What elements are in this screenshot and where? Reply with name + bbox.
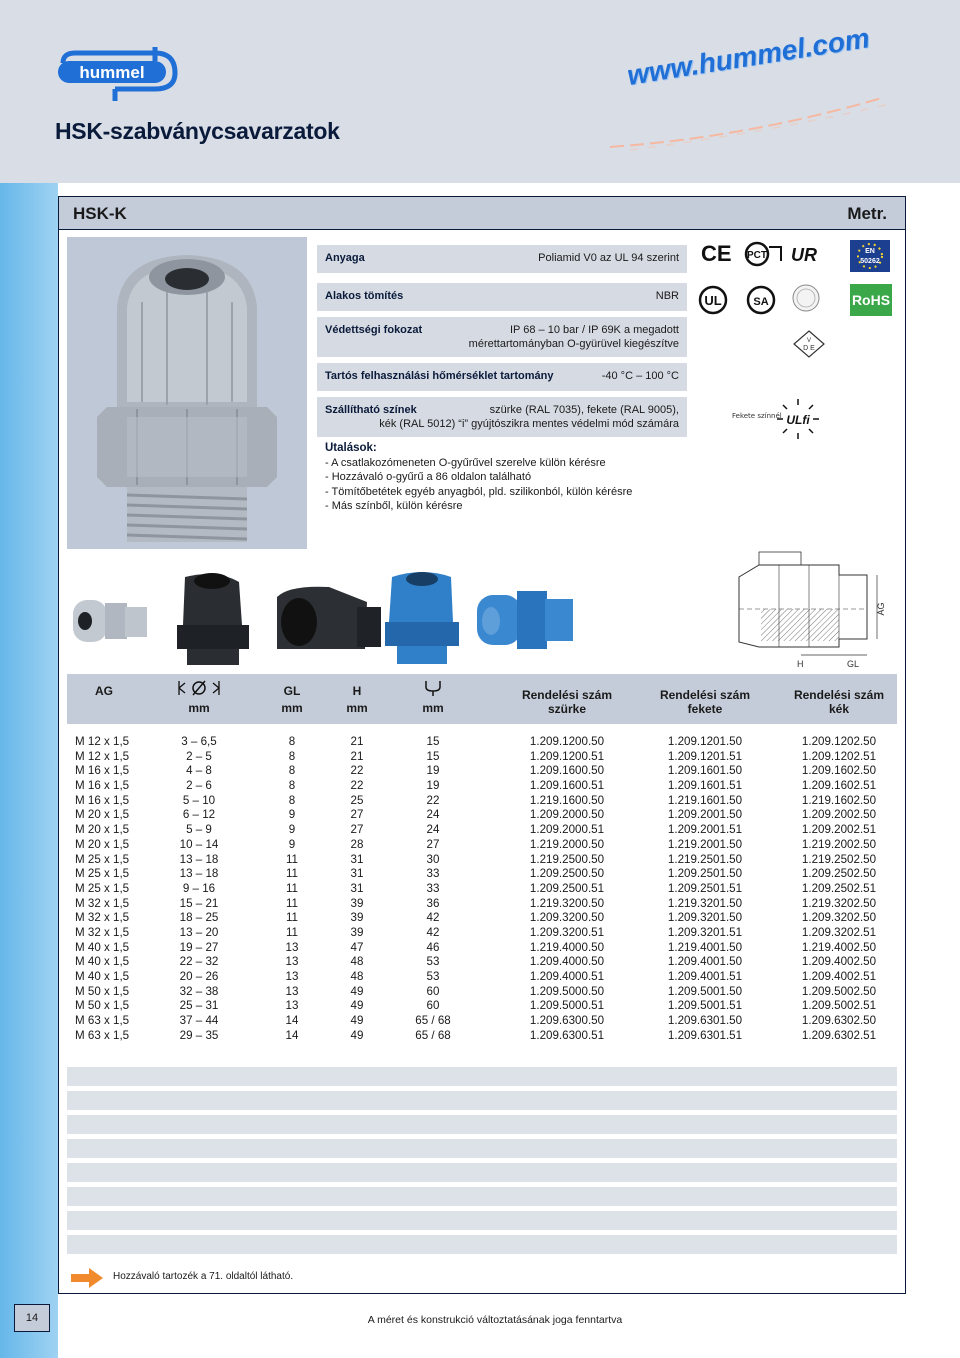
cell-order-black: 1.209.4001.50 [667, 955, 743, 969]
cell-wrench-size: 19 [426, 764, 440, 778]
en-50262-icon [849, 239, 891, 273]
product-variants-photo [67, 567, 607, 667]
cell-order-black: 1.209.1601.50 [667, 764, 743, 778]
cell-order-blue: 1.209.4002.50 [801, 955, 877, 969]
spec-value: NBR [655, 290, 679, 302]
table-row [67, 955, 897, 970]
cell-wrench-size: 60 [426, 999, 440, 1013]
cell-clamping-range: 9 – 16 [182, 881, 216, 895]
cell-gl-length: 11 [285, 881, 299, 895]
table-row [67, 926, 897, 941]
cell-h-height: 49 [350, 1014, 364, 1028]
cell-order-grey: 1.209.2000.51 [529, 823, 605, 837]
cell-clamping-range: 15 – 21 [179, 896, 219, 910]
cell-order-blue: 1.209.4002.51 [801, 970, 877, 983]
cell-gl-length: 8 [288, 735, 296, 748]
cell-clamping-range: 5 – 10 [182, 793, 216, 807]
cell-h-height: 31 [350, 852, 364, 866]
cell-order-blue: 1.209.2002.51 [801, 823, 877, 837]
svg-text:50262: 50262 [860, 258, 880, 265]
accessory-note-text[interactable]: Hozzávaló tartozék a 71. oldaltól látható. [113, 1271, 294, 1282]
col-header-gl: GL [283, 684, 301, 698]
table-row [67, 911, 897, 926]
ce-mark-icon [699, 239, 733, 267]
cell-order-grey: 1.209.3200.51 [529, 925, 605, 939]
cell-wrench-size: 15 [426, 749, 440, 763]
cell-wrench-size: 65 / 68 [415, 1028, 451, 1042]
cell-wrench-size: 60 [426, 984, 440, 998]
cell-h-height: 39 [350, 925, 364, 939]
technical-drawing [719, 547, 889, 672]
cell-gl-length: 13 [285, 955, 299, 969]
cell-wrench-size: 42 [426, 911, 440, 925]
cell-clamping-range: 19 – 27 [179, 940, 219, 954]
cell-order-black: 1.219.2001.50 [667, 837, 743, 851]
csa-mark-icon [745, 285, 781, 315]
cell-gl-length: 9 [288, 837, 296, 851]
cell-order-blue: 1.209.3202.50 [801, 911, 877, 925]
thread-type-label: Metr. [847, 204, 887, 223]
product-photo [67, 237, 307, 549]
cell-order-black: 1.219.2501.50 [667, 852, 743, 866]
cell-order-blue: 1.209.2502.50 [801, 867, 877, 881]
gost-mark-icon [743, 241, 783, 267]
spec-value: Poliamid V0 az UL 94 szerint [538, 252, 679, 264]
cell-clamping-range: 25 – 31 [179, 999, 219, 1013]
cell-order-grey: 1.219.2000.50 [529, 837, 605, 851]
cell-h-height: 49 [350, 984, 364, 998]
cell-order-black: 1.209.1201.51 [667, 749, 743, 763]
cell-wrench-size: 24 [426, 823, 440, 837]
ulfi-mark-icon [775, 397, 821, 441]
spec-label: Anyaga [325, 252, 365, 264]
table-row [67, 867, 897, 882]
cell-thread-size: M 32 x 1,5 [75, 925, 130, 939]
cell-order-black: 1.209.4001.51 [667, 970, 743, 983]
cell-wrench-size: 27 [426, 837, 440, 851]
cell-thread-size: M 25 x 1,5 [75, 881, 130, 895]
blank-row [67, 1187, 897, 1206]
cell-h-height: 25 [350, 793, 364, 807]
cell-gl-length: 8 [288, 779, 296, 793]
spec-value: IP 68 – 10 bar / IP 69K a megadott [510, 324, 679, 336]
cell-order-grey: 1.209.6300.50 [529, 1014, 605, 1028]
table-row [67, 1014, 897, 1029]
cell-clamping-range: 20 – 26 [179, 970, 219, 983]
col-unit: mm [281, 701, 303, 715]
cell-thread-size: M 32 x 1,5 [75, 896, 130, 910]
svg-text:V: V [806, 338, 812, 344]
cell-thread-size: M 16 x 1,5 [75, 793, 130, 807]
cell-wrench-size: 24 [426, 808, 440, 822]
col-header-sub: szürke [547, 702, 587, 716]
cell-order-blue: 1.219.2002.50 [801, 837, 877, 851]
cell-clamping-range: 3 – 6,5 [181, 735, 217, 748]
note-item: - A csatlakozómeneten O-gyűrűvel szerelve külön kérésre [325, 456, 606, 469]
blank-row [67, 1211, 897, 1230]
cell-gl-length: 13 [285, 940, 299, 954]
cell-clamping-range: 5 – 9 [186, 823, 212, 837]
cell-h-height: 27 [350, 823, 364, 837]
cell-order-blue: 1.209.1602.50 [801, 764, 877, 778]
black-large-gland-icon [277, 587, 381, 649]
col-header-order-blue [779, 688, 899, 716]
svg-text:AG: AG [876, 602, 886, 616]
table-row [67, 999, 897, 1014]
svg-text:hummel: hummel [79, 63, 145, 82]
cell-order-blue: 1.209.3202.51 [801, 925, 877, 939]
svg-text:UL: UL [704, 293, 722, 308]
blue-lying-gland-icon [477, 591, 573, 649]
cell-thread-size: M 12 x 1,5 [75, 749, 130, 763]
cell-thread-size: M 63 x 1,5 [75, 1028, 130, 1042]
spec-row-colors [317, 397, 687, 437]
col-header-order-black [645, 688, 765, 716]
cell-h-height: 49 [350, 1028, 364, 1042]
blue-gland-icon [385, 572, 459, 664]
cell-order-black: 1.209.6301.50 [667, 1014, 743, 1028]
notes-block [325, 441, 632, 514]
cell-h-height: 31 [350, 867, 364, 881]
page-number: 14 [14, 1304, 50, 1332]
cell-order-blue: 1.219.3202.50 [801, 896, 877, 910]
svg-text:GL: GL [847, 659, 860, 669]
cell-wrench-size: 33 [426, 881, 440, 895]
cell-clamping-range: 18 – 25 [179, 911, 219, 925]
cell-thread-size: M 40 x 1,5 [75, 955, 130, 969]
cell-gl-length: 8 [288, 793, 296, 807]
cell-order-grey: 1.209.1600.50 [529, 764, 605, 778]
cell-order-grey: 1.209.6300.51 [529, 1028, 605, 1042]
table-row [67, 985, 897, 1000]
cell-wrench-size: 53 [426, 970, 440, 983]
cell-order-grey: 1.209.5000.50 [529, 984, 605, 998]
cell-gl-length: 11 [285, 925, 299, 939]
table-row [67, 764, 897, 779]
cell-order-black: 1.209.6301.51 [667, 1028, 743, 1042]
cell-h-height: 47 [350, 940, 364, 954]
col-header-h: H [352, 684, 362, 698]
cell-clamping-range: 37 – 44 [179, 1014, 219, 1028]
spec-value: kék (RAL 5012) “i” gyújtószikra mentes védelmi mód számára [379, 418, 679, 430]
cell-wrench-size: 33 [426, 867, 440, 881]
cell-order-grey: 1.219.4000.50 [529, 940, 605, 954]
col-header-ag: AG [95, 684, 113, 698]
cell-order-black: 1.209.3201.50 [667, 911, 743, 925]
blank-table-rows [67, 1067, 897, 1259]
cell-order-blue: 1.209.2502.51 [801, 881, 877, 895]
col-header-sub: fekete [687, 702, 723, 716]
spec-row-temperature [317, 363, 687, 391]
cell-thread-size: M 20 x 1,5 [75, 823, 130, 837]
cell-wrench-size: 15 [426, 735, 440, 748]
black-gland-icon [177, 573, 249, 665]
cell-wrench-size: 36 [426, 896, 440, 910]
cell-gl-length: 13 [285, 970, 299, 983]
table-row [67, 750, 897, 765]
black-color-note: Fekete színnél [732, 412, 782, 420]
wrench-size-icon [423, 679, 443, 697]
col-header-label: Rendelési szám [659, 688, 751, 702]
blank-row [67, 1235, 897, 1254]
website-link[interactable]: www.hummel.com [624, 22, 872, 92]
cell-h-height: 22 [350, 764, 364, 778]
left-decorative-strip [0, 183, 58, 1358]
note-item: - Tömítőbetétek egyéb anyagból, pld. szilikonból, külön kérésre [325, 485, 633, 498]
cell-clamping-range: 4 – 8 [186, 764, 212, 778]
cell-order-grey: 1.209.1600.51 [529, 779, 605, 793]
ul-mark-icon [697, 285, 733, 315]
spec-row-material [317, 245, 687, 273]
cell-order-black: 1.209.3201.51 [667, 925, 743, 939]
blank-row [67, 1139, 897, 1158]
cell-order-black: 1.209.1601.51 [667, 779, 743, 793]
cell-order-blue: 1.219.1602.50 [801, 793, 877, 807]
notes-title: Utalások: [325, 442, 377, 454]
cell-order-grey: 1.209.1200.51 [529, 749, 605, 763]
seal-stamp-icon [791, 283, 821, 313]
product-series: HSK-K [73, 204, 127, 223]
blank-row [67, 1115, 897, 1134]
cell-clamping-range: 13 – 18 [179, 867, 219, 881]
cell-gl-length: 11 [285, 896, 299, 910]
cell-gl-length: 13 [285, 999, 299, 1013]
svg-text:ULfi: ULfi [786, 413, 810, 427]
cell-thread-size: M 16 x 1,5 [75, 764, 130, 778]
cell-order-black: 1.209.2501.51 [667, 881, 743, 895]
svg-text:EN: EN [865, 248, 875, 255]
cell-thread-size: M 16 x 1,5 [75, 779, 130, 793]
cell-h-height: 27 [350, 808, 364, 822]
cell-wrench-size: 42 [426, 925, 440, 939]
table-header [67, 674, 897, 724]
cell-order-grey: 1.219.1600.50 [529, 793, 605, 807]
cell-h-height: 39 [350, 896, 364, 910]
cell-clamping-range: 2 – 6 [186, 779, 212, 793]
arrow-right-icon [69, 1267, 105, 1289]
cell-gl-length: 9 [288, 823, 296, 837]
table-row [67, 838, 897, 853]
cell-wrench-size: 65 / 68 [415, 1014, 451, 1028]
cell-order-blue: 1.209.1202.50 [801, 735, 877, 748]
cell-gl-length: 9 [288, 808, 296, 822]
svg-text:CE: CE [701, 241, 732, 266]
spec-value: szürke (RAL 7035), fekete (RAL 9005), [489, 404, 679, 416]
cell-order-black: 1.209.1201.50 [667, 735, 743, 748]
cell-thread-size: M 12 x 1,5 [75, 735, 130, 748]
cell-h-height: 21 [350, 749, 364, 763]
cell-order-grey: 1.209.2000.50 [529, 808, 605, 822]
spec-label: Védettségi fokozat [325, 324, 423, 336]
col-header-label: Rendelési szám [521, 688, 613, 702]
cell-gl-length: 11 [285, 911, 299, 925]
cell-h-height: 39 [350, 911, 364, 925]
blank-row [67, 1091, 897, 1110]
hummel-logo [55, 45, 181, 103]
cell-thread-size: M 63 x 1,5 [75, 1014, 130, 1028]
cell-h-height: 48 [350, 970, 364, 983]
blank-row [67, 1067, 897, 1086]
table-row [67, 794, 897, 809]
cell-h-height: 48 [350, 955, 364, 969]
cell-order-grey: 1.209.3200.50 [529, 911, 605, 925]
cell-order-blue: 1.209.2002.50 [801, 808, 877, 822]
product-sheet [58, 196, 906, 1294]
col-unit: mm [346, 701, 368, 715]
cell-wrench-size: 22 [426, 793, 440, 807]
cell-order-grey: 1.209.1200.50 [529, 735, 605, 748]
spec-value: -40 °C – 100 °C [601, 370, 679, 382]
cell-clamping-range: 6 – 12 [182, 808, 216, 822]
cell-h-height: 31 [350, 881, 364, 895]
col-unit: mm [422, 701, 444, 715]
swoosh-graphic [600, 92, 900, 152]
table-row [67, 853, 897, 868]
cell-gl-length: 11 [285, 867, 299, 881]
cell-order-grey: 1.209.5000.51 [529, 999, 605, 1013]
cell-order-blue: 1.209.6302.50 [801, 1014, 877, 1028]
cell-thread-size: M 20 x 1,5 [75, 808, 130, 822]
cell-gl-length: 11 [285, 852, 299, 866]
cell-thread-size: M 25 x 1,5 [75, 852, 130, 866]
cell-order-blue: 1.209.5002.51 [801, 999, 877, 1013]
cell-wrench-size: 30 [426, 852, 440, 866]
cell-gl-length: 8 [288, 764, 296, 778]
spec-value: mérettartományban O-gyürüvel kiegészítve [468, 338, 679, 350]
cell-clamping-range: 29 – 35 [179, 1028, 219, 1042]
cell-order-black: 1.209.2001.50 [667, 808, 743, 822]
table-row [67, 941, 897, 956]
cell-thread-size: M 50 x 1,5 [75, 999, 130, 1013]
accessory-note [69, 1267, 294, 1292]
svg-text:PCT: PCT [747, 250, 767, 261]
col-header-order-grey [507, 688, 627, 716]
cell-thread-size: M 40 x 1,5 [75, 970, 130, 983]
cell-order-blue: 1.209.1602.51 [801, 779, 877, 793]
svg-text:D E: D E [803, 345, 815, 352]
note-item: - Más színből, külön kérésre [325, 500, 463, 512]
cell-order-blue: 1.209.6302.51 [801, 1028, 877, 1042]
svg-text:UR: UR [791, 245, 817, 265]
cell-clamping-range: 22 – 32 [179, 955, 219, 969]
order-table [67, 735, 897, 1043]
cell-wrench-size: 19 [426, 779, 440, 793]
page-header [0, 0, 960, 183]
cell-order-black: 1.219.4001.50 [667, 940, 743, 954]
col-unit: mm [188, 701, 210, 715]
product-title-bar [59, 197, 905, 230]
cell-h-height: 21 [350, 735, 364, 748]
cell-order-grey: 1.219.3200.50 [529, 896, 605, 910]
cell-gl-length: 14 [285, 1028, 299, 1042]
cell-thread-size: M 32 x 1,5 [75, 911, 130, 925]
cell-gl-length: 14 [285, 1014, 299, 1028]
cell-order-black: 1.209.2501.50 [667, 867, 743, 881]
footer-disclaimer: A méret és konstrukció változtatásának joga fenntartva [367, 1314, 623, 1326]
cell-order-blue: 1.219.4002.50 [801, 940, 877, 954]
cell-order-black: 1.209.2001.51 [667, 823, 743, 837]
cell-clamping-range: 13 – 20 [179, 925, 219, 939]
note-item: - Hozzávaló o-gyűrű a 86 oldalon található [325, 471, 532, 483]
cell-order-grey: 1.209.2500.50 [529, 867, 605, 881]
cell-gl-length: 8 [288, 749, 296, 763]
table-row [67, 808, 897, 823]
table-row [67, 970, 897, 985]
rohs-badge-icon [849, 283, 893, 317]
cell-order-blue: 1.219.2502.50 [801, 852, 877, 866]
cell-order-black: 1.209.5001.51 [667, 999, 743, 1013]
cell-thread-size: M 40 x 1,5 [75, 940, 130, 954]
blank-row [67, 1163, 897, 1182]
col-header-label: Rendelési szám [793, 688, 885, 702]
table-row [67, 823, 897, 838]
cell-order-grey: 1.209.4000.51 [529, 970, 605, 983]
cell-h-height: 49 [350, 999, 364, 1013]
cell-thread-size: M 20 x 1,5 [75, 837, 130, 851]
cell-order-grey: 1.209.4000.50 [529, 955, 605, 969]
cell-thread-size: M 50 x 1,5 [75, 984, 130, 998]
clamping-range-icon [177, 679, 221, 697]
spec-label: Tartós felhasználási hőmérséklet tartomány [325, 370, 554, 382]
spec-label: Szállítható színek [325, 404, 417, 416]
grey-small-gland-icon [73, 600, 147, 642]
table-row [67, 1029, 897, 1044]
ur-mark-icon [789, 241, 823, 265]
cell-order-black: 1.219.1601.50 [667, 793, 743, 807]
spec-row-protection [317, 317, 687, 357]
cell-order-black: 1.219.3201.50 [667, 896, 743, 910]
spec-label: Alakos tömítés [325, 290, 404, 302]
table-row [67, 779, 897, 794]
cell-order-black: 1.209.5001.50 [667, 984, 743, 998]
vde-mark-icon [792, 329, 826, 359]
cell-order-blue: 1.209.5002.50 [801, 984, 877, 998]
cell-order-blue: 1.209.1202.51 [801, 749, 877, 763]
cell-thread-size: M 25 x 1,5 [75, 867, 130, 881]
svg-text:RoHS: RoHS [851, 292, 891, 308]
cell-h-height: 28 [350, 837, 364, 851]
svg-text:H: H [797, 659, 804, 669]
cell-wrench-size: 46 [426, 940, 440, 954]
cell-clamping-range: 2 – 5 [186, 749, 212, 763]
spec-row-seal [317, 283, 687, 311]
table-row [67, 882, 897, 897]
cell-clamping-range: 10 – 14 [179, 837, 219, 851]
cell-clamping-range: 13 – 18 [179, 852, 219, 866]
cell-h-height: 22 [350, 779, 364, 793]
page-title: HSK-szabványcsavarzatok [55, 118, 340, 144]
table-row [67, 735, 897, 750]
table-row [67, 897, 897, 912]
cell-gl-length: 13 [285, 984, 299, 998]
svg-text:SA: SA [753, 296, 769, 308]
cell-wrench-size: 53 [426, 955, 440, 969]
cell-order-grey: 1.219.2500.50 [529, 852, 605, 866]
cell-clamping-range: 32 – 38 [179, 984, 219, 998]
cell-order-grey: 1.209.2500.51 [529, 881, 605, 895]
col-header-sub: kék [828, 702, 850, 716]
